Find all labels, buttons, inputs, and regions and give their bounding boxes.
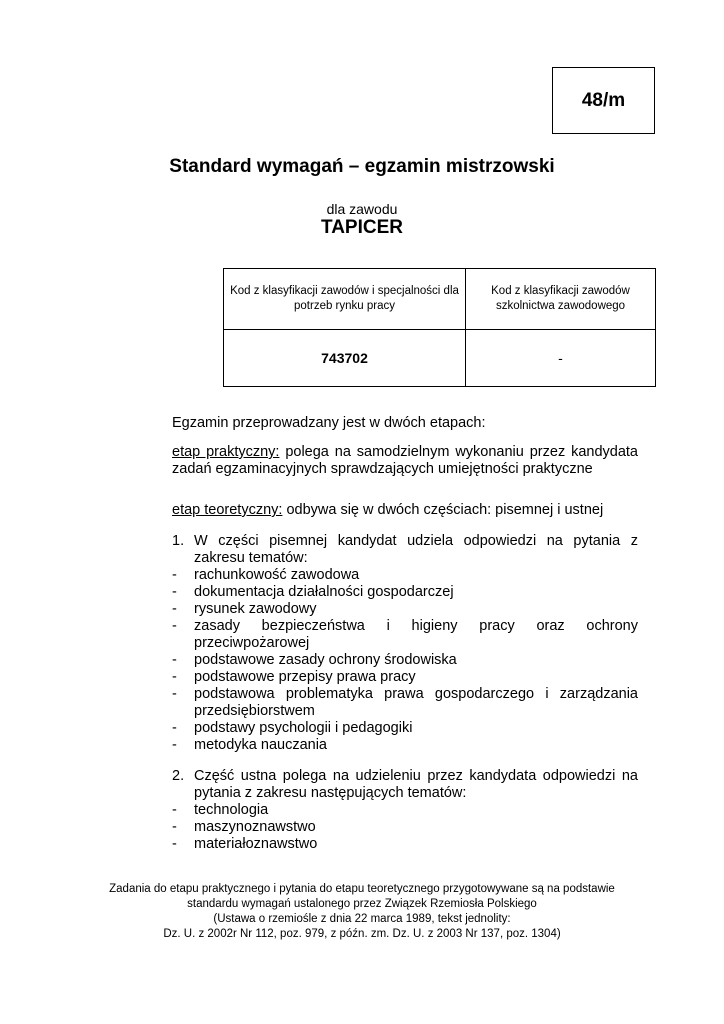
written-part — [172, 533, 638, 754]
list-item: - maszynoznawstwo — [172, 819, 316, 835]
table-row — [224, 330, 656, 387]
list-item: - technologia — [172, 802, 269, 818]
document-code-box — [552, 67, 655, 134]
footer-line: (Ustawa o rzemiośle z dnia 22 marca 1989, tekst jednolity: — [213, 913, 511, 925]
page-title: Standard wymagań – egzamin mistrzowski — [169, 156, 555, 177]
theoretical-stage-label: etap teoretyczny: — [172, 502, 283, 518]
list-item: - podstawy psychologii i pedagogiki — [172, 720, 413, 736]
table-header-row — [224, 269, 656, 330]
list-item: - rysunek zawodowy — [172, 601, 317, 617]
list-item: - metodyka nauczania — [172, 737, 327, 753]
footer-line: Dz. U. z 2002r Nr 112, poz. 979, z późn. zm. Dz. U. z 2003 Nr 137, poz. 1304) — [163, 928, 561, 940]
list-item: - materiałoznawstwo — [172, 836, 318, 852]
footer-line: Zadania do etapu praktycznego i pytania do etapu teoretycznego przygotowywane są na podstawie — [109, 883, 615, 895]
practical-stage — [172, 444, 638, 478]
list-item: - zasady bezpieczeństwa i higieny pracy oraz ochrony przeciwpożarowej — [172, 618, 638, 651]
theoretical-stage-text: odbywa się w dwóch częściach: pisemnej i ustnej — [282, 502, 604, 518]
table-header-cell: Kod z klasyfikacji zawodów szkolnictwa zawodowego — [466, 269, 656, 330]
table-cell: - — [466, 330, 656, 387]
list-item: - rachunkowość zawodowa — [172, 567, 360, 583]
intro-text: Egzamin przeprowadzany jest w dwóch etapach: — [172, 415, 486, 431]
list-item: - podstawowe przepisy prawa pracy — [172, 669, 416, 685]
table-cell: 743702 — [224, 330, 466, 387]
written-part-heading — [172, 533, 638, 567]
oral-part — [172, 768, 638, 853]
oral-topics-list — [172, 802, 638, 853]
practical-stage-text: polega na samodzielnym wykonaniu przez kandydata zadań egzaminacyjnych sprawdzających umiejętności praktyczne — [172, 444, 638, 477]
oral-part-heading — [172, 768, 638, 802]
list-item: - podstawowe zasady ochrony środowiska — [172, 652, 457, 668]
oral-part-text: Część ustna polega na udzieleniu przez kandydata odpowiedzi na pytania z zakresu następujących tematów: — [194, 768, 638, 801]
profession-name: TAPICER — [321, 217, 403, 238]
list-item: - dokumentacja działalności gospodarczej — [172, 584, 454, 600]
table-header-cell: Kod z klasyfikacji zawodów i specjalności dla potrzeb rynku pracy — [224, 269, 466, 330]
written-topics-list — [172, 567, 638, 754]
footer-note — [0, 882, 724, 942]
classification-codes-table — [223, 268, 656, 387]
written-part-text: W części pisemnej kandydat udziela odpowiedzi na pytania z zakresu tematów: — [194, 533, 638, 566]
list-number: 1. — [172, 533, 185, 549]
theoretical-stage — [172, 502, 638, 519]
document-code: 48/m — [581, 89, 626, 111]
page-subtitle: dla zawodu — [326, 201, 398, 217]
list-number: 2. — [172, 768, 185, 784]
footer-line: standardu wymagań ustalonego przez Związek Rzemiosła Polskiego — [187, 898, 537, 910]
list-item: - podstawowa problematyka prawa gospodarczego i zarządzania przedsiębiorstwem — [172, 686, 638, 719]
practical-stage-label: etap praktyczny: — [172, 444, 280, 460]
exam-description — [172, 415, 638, 853]
